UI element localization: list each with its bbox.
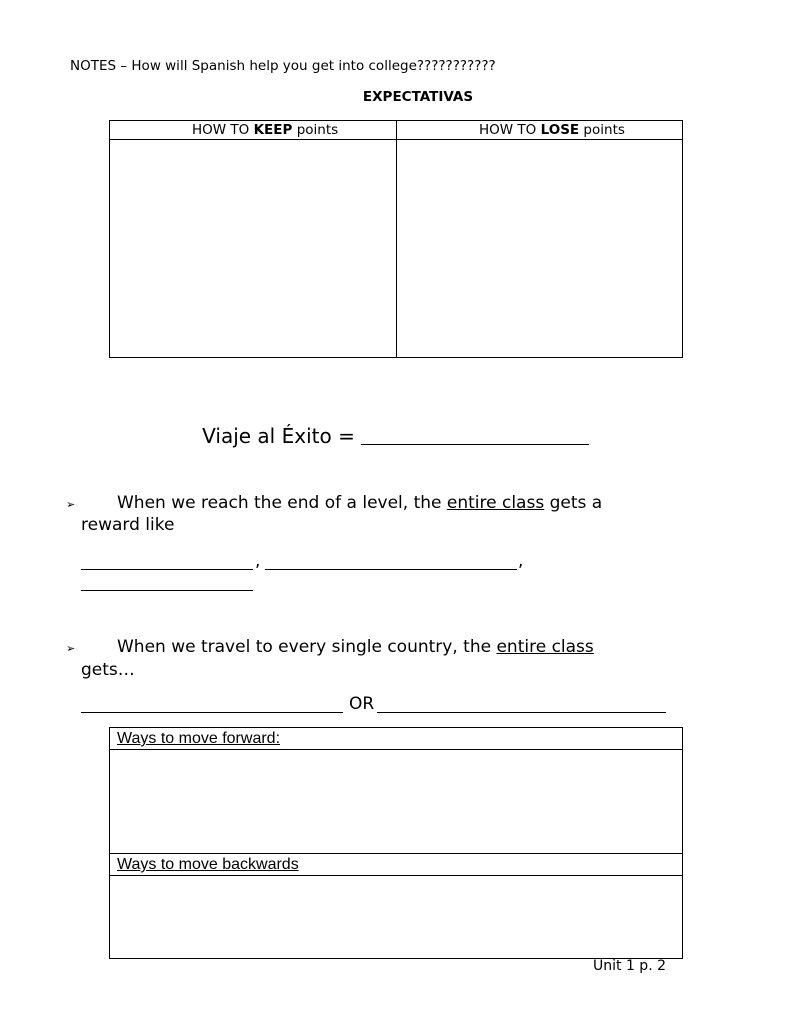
reward-blank-3 — [81, 590, 253, 591]
comma-1: , — [255, 551, 261, 571]
country-reward-blank-2 — [377, 712, 666, 713]
viaje-label: Viaje al Éxito = — [202, 424, 355, 448]
move-backward-header: Ways to move backwards — [110, 854, 682, 876]
keep-points-column — [110, 121, 397, 357]
move-forward-box — [109, 727, 683, 854]
points-table — [109, 120, 683, 358]
viaje-blank — [361, 424, 589, 445]
bullet2-line1: When we travel to every single country, the entire class — [117, 637, 594, 657]
bullet-arrow-icon: ➢ — [66, 642, 76, 655]
move-backward-box — [109, 853, 683, 959]
or-label: OR — [349, 694, 375, 714]
bullet2-line2: gets… — [81, 660, 135, 680]
reward-blank-2 — [265, 569, 517, 570]
bullet-arrow-icon: ➢ — [66, 498, 76, 511]
notes-heading: NOTES – How will Spanish help you get into college??????????? — [70, 58, 496, 74]
lose-points-column — [397, 121, 682, 357]
keep-points-header: HOW TO KEEP points — [110, 121, 396, 140]
lose-points-header: HOW TO LOSE points — [397, 121, 682, 140]
expectativas-title: EXPECTATIVAS — [362, 89, 474, 105]
bullet1-line2: reward like — [81, 515, 175, 535]
viaje-line — [0, 424, 791, 448]
country-reward-blank-1 — [81, 712, 343, 713]
reward-blank-1 — [81, 569, 253, 570]
comma-2: , — [518, 551, 524, 571]
page-footer: Unit 1 p. 2 — [593, 958, 667, 974]
bullet1-line1: When we reach the end of a level, the entire class gets a — [117, 493, 603, 513]
move-forward-header: Ways to move forward: — [110, 728, 682, 750]
